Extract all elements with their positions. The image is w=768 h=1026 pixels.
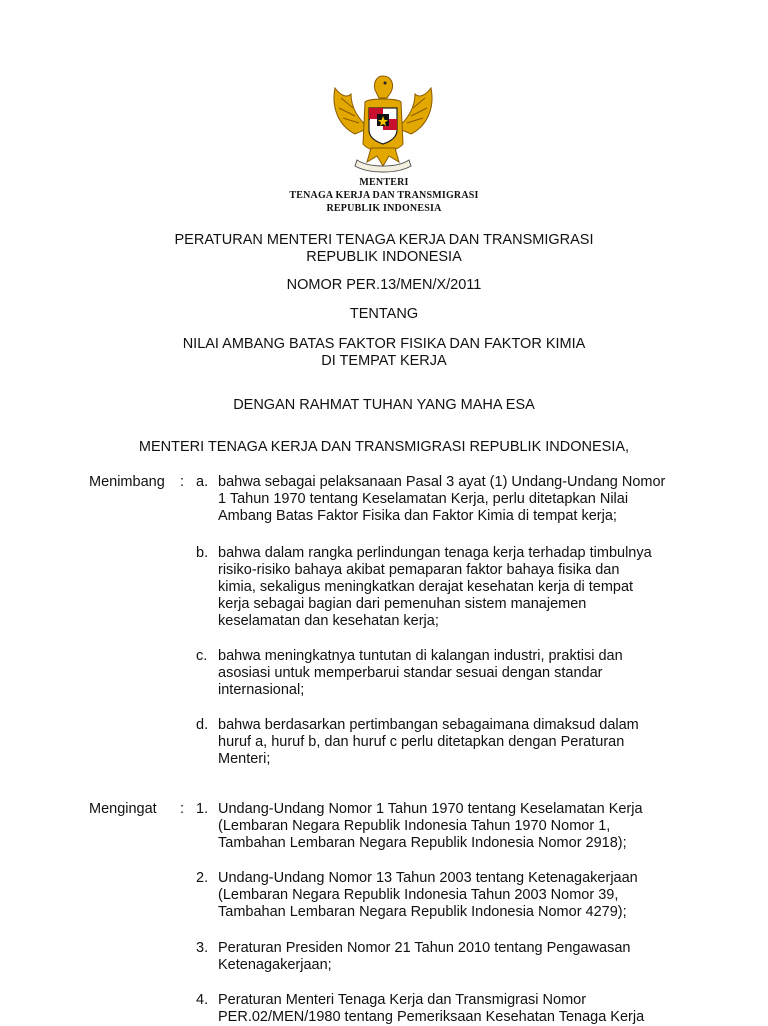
text-line: (Lembaran Negara Republik Indonesia Tahun 1970 Nomor 1,: [218, 818, 611, 834]
text-line: Ketenagakerjaan;: [218, 957, 332, 973]
text-line: 1 Tahun 1970 tentang Keselamatan Kerja, perlu ditetapkan Nilai: [218, 491, 629, 507]
text-line: Tambahan Lembaran Negara Republik Indonesia Nomor 2918);: [218, 835, 627, 851]
ministry-header-line1: MENTERI: [359, 177, 409, 188]
text-line: PER.02/MEN/1980 tentang Pemeriksaan Kesehatan Tenaga Kerja: [218, 1009, 645, 1025]
garuda-emblem-icon: [329, 68, 437, 174]
text-line: kerja sebagai bagian dari pemenuhan sistem manajemen: [218, 596, 587, 612]
ministry-header-line2: TENAGA KERJA DAN TRANSMIGRASI: [289, 190, 479, 201]
menimbang-item-mark: a.: [196, 474, 209, 490]
menimbang-item-mark: b.: [196, 545, 209, 561]
regulation-title-line1: PERATURAN MENTERI TENAGA KERJA DAN TRANSMIGRASI: [174, 232, 594, 248]
menimbang-item-mark: d.: [196, 717, 209, 733]
mengingat-item-3: [218, 940, 679, 974]
preamble-rahmat: DENGAN RAHMAT TUHAN YANG MAHA ESA: [233, 397, 535, 413]
mengingat-item-mark: 2.: [196, 870, 209, 886]
preamble-menteri: MENTERI TENAGA KERJA DAN TRANSMIGRASI REPUBLIK INDONESIA,: [138, 439, 630, 455]
menimbang-item-d: [218, 717, 679, 768]
text-line: kimia, sekaligus meningkatkan derajat kesehatan kerja di tempat: [218, 579, 634, 595]
menimbang-item-mark: c.: [196, 648, 208, 664]
mengingat-item-mark: 4.: [196, 992, 209, 1008]
text-line: bahwa berdasarkan pertimbangan sebagaimana dimaksud dalam: [218, 717, 639, 733]
text-line: bahwa dalam rangka perlindungan tenaga kerja terhadap timbulnya: [218, 545, 652, 561]
mengingat-item-2: [218, 870, 679, 921]
ministry-header-line3: REPUBLIK INDONESIA: [326, 203, 442, 214]
text-line: internasional;: [218, 682, 305, 698]
regulation-number: NOMOR PER.13/MEN/X/2011: [286, 277, 482, 293]
text-line: asosiasi untuk memperbarui standar sesuai dengan standar: [218, 665, 603, 681]
text-line: Peraturan Menteri Tenaga Kerja dan Transmigrasi Nomor: [218, 992, 587, 1008]
text-line: bahwa meningkatnya tuntutan di kalangan industri, praktisi dan: [218, 648, 623, 664]
menimbang-item-a: [218, 474, 679, 525]
text-line: keselamatan dan kesehatan kerja;: [218, 613, 439, 629]
menimbang-item-b: [218, 545, 679, 630]
mengingat-label: Mengingat: [89, 801, 157, 817]
menimbang-item-c: [218, 648, 679, 699]
mengingat-item-4: [218, 992, 679, 1026]
menimbang-label: Menimbang: [89, 474, 165, 490]
mengingat-item-mark: 3.: [196, 940, 209, 956]
text-line: Undang-Undang Nomor 1 Tahun 1970 tentang Keselamatan Kerja: [218, 801, 643, 817]
text-line: Tambahan Lembaran Negara Republik Indonesia Nomor 4279);: [218, 904, 627, 920]
mengingat-item-1: [218, 801, 679, 852]
text-line: Undang-Undang Nomor 13 Tahun 2003 tentang Ketenagakerjaan: [218, 870, 638, 886]
subject-line1: NILAI AMBANG BATAS FAKTOR FISIKA DAN FAKTOR KIMIA: [182, 336, 586, 352]
regulation-title-line2: REPUBLIK INDONESIA: [306, 249, 462, 265]
text-line: bahwa sebagai pelaksanaan Pasal 3 ayat (1) Undang-Undang Nomor: [218, 474, 666, 490]
text-line: huruf a, huruf b, dan huruf c perlu ditetapkan dengan Peraturan: [218, 734, 625, 750]
text-line: Menteri;: [218, 751, 271, 767]
tentang-heading: TENTANG: [349, 306, 419, 322]
text-line: Ambang Batas Faktor Fisika dan Faktor Kimia di tempat kerja;: [218, 508, 617, 524]
menimbang-colon: :: [180, 474, 185, 490]
text-line: Peraturan Presiden Nomor 21 Tahun 2010 tentang Pengawasan: [218, 940, 631, 956]
subject-line2: DI TEMPAT KERJA: [321, 353, 447, 369]
text-line: (Lembaran Negara Republik Indonesia Tahun 2003 Nomor 39,: [218, 887, 619, 903]
mengingat-colon: :: [180, 801, 185, 817]
mengingat-item-mark: 1.: [196, 801, 209, 817]
text-line: risiko-risiko bahaya akibat pemaparan faktor bahaya fisika dan: [218, 562, 620, 578]
